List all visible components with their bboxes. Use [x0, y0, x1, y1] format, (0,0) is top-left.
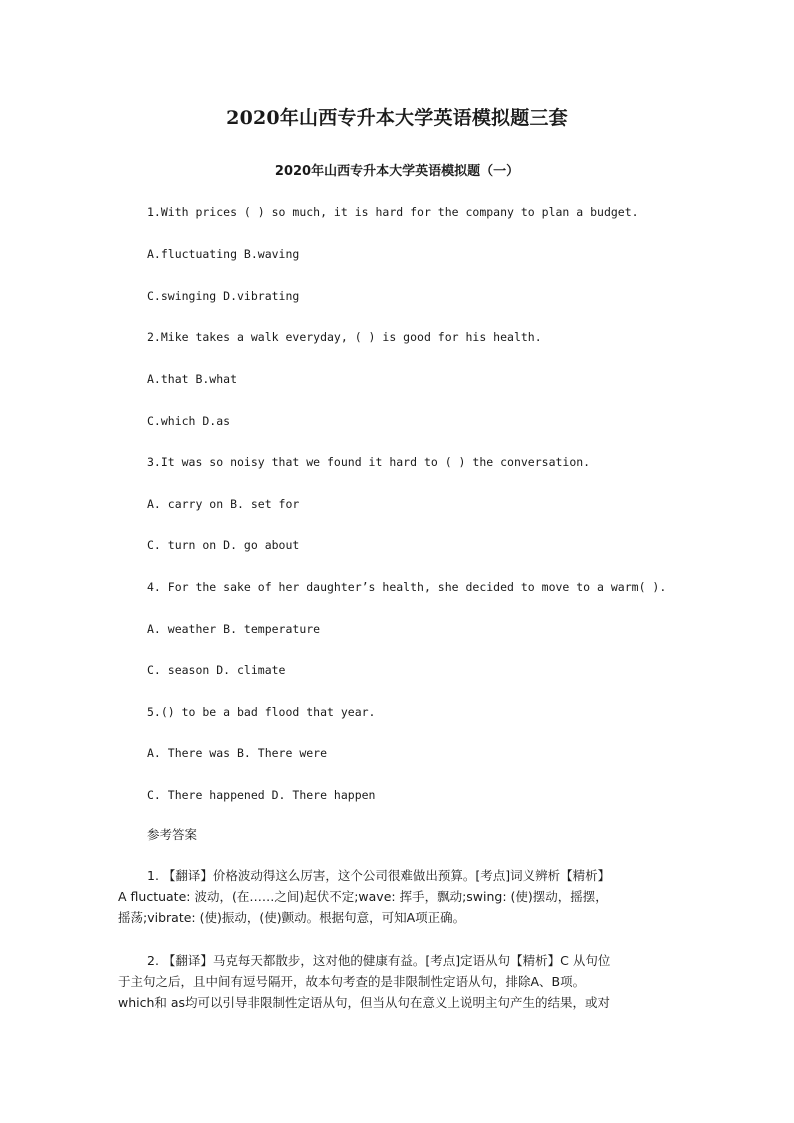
- explanation-1: [118, 865, 678, 928]
- question-1-options-cd: C.swinging D.vibrating: [147, 289, 300, 303]
- document-subtitle: 2020年山西专升本大学英语模拟题（一）: [274, 164, 520, 179]
- question-2-stem: 2.Mike takes a walk everyday, ( ) is good for his health.: [147, 330, 542, 344]
- explanation-2-line-3: which和 as均可以引导非限制性定语从句，但当从句在意义上说明主句产生的结果，或对: [118, 995, 611, 1010]
- question-3-options-cd: C. turn on D. go about: [147, 538, 300, 552]
- explanation-2: [118, 950, 678, 1013]
- question-2-options-cd: C.which D.as: [147, 414, 231, 428]
- document-title: 2020年山西专升本大学英语模拟题三套: [226, 107, 568, 129]
- explanation-1-line-1: 1. 【翻译】价格波动得这么厉害，这个公司很难做出预算。[考点]词义辨析【精析】: [147, 868, 611, 883]
- question-5-options-ab: A. There was B. There were: [147, 746, 328, 760]
- question-4-options-ab: A. weather B. temperature: [147, 622, 321, 636]
- question-1-stem: 1.With prices ( ) so much, it is hard for the company to plan a budget.: [147, 205, 639, 219]
- question-5-stem: 5.() to be a bad flood that year.: [147, 705, 376, 719]
- question-2-options-ab: A.that B.what: [147, 372, 238, 386]
- explanation-1-line-2: A fluctuate: 波动，(在……之间)起伏不定;wave: 挥手，飘动;swing: (使)摆动，摇摆，: [118, 889, 608, 904]
- question-3-options-ab: A. carry on B. set for: [147, 497, 300, 511]
- question-1-options-ab: A.fluctuating B.waving: [147, 247, 300, 261]
- question-5-options-cd: C. There happened D. There happen: [147, 788, 376, 802]
- explanation-2-line-1: 2. 【翻译】马克每天都散步，这对他的健康有益。[考点]定语从句【精析】C 从句位: [147, 953, 611, 968]
- explanation-2-line-2: 于主句之后，且中间有逗号隔开，故本句考查的是非限制性定语从句，排除A、B项。: [118, 974, 586, 989]
- explanation-1-line-3: 摇荡;vibrate: (使)振动，(使)颤动。根据句意，可知A项正确。: [118, 910, 466, 925]
- question-4-options-cd: C. season D. climate: [147, 663, 286, 677]
- answers-heading: 参考答案: [147, 827, 198, 842]
- question-3-stem: 3.It was so noisy that we found it hard to ( ) the conversation.: [147, 455, 591, 469]
- question-4-stem: 4. For the sake of her daughter’s health, she decided to move to a warm( ).: [147, 580, 667, 594]
